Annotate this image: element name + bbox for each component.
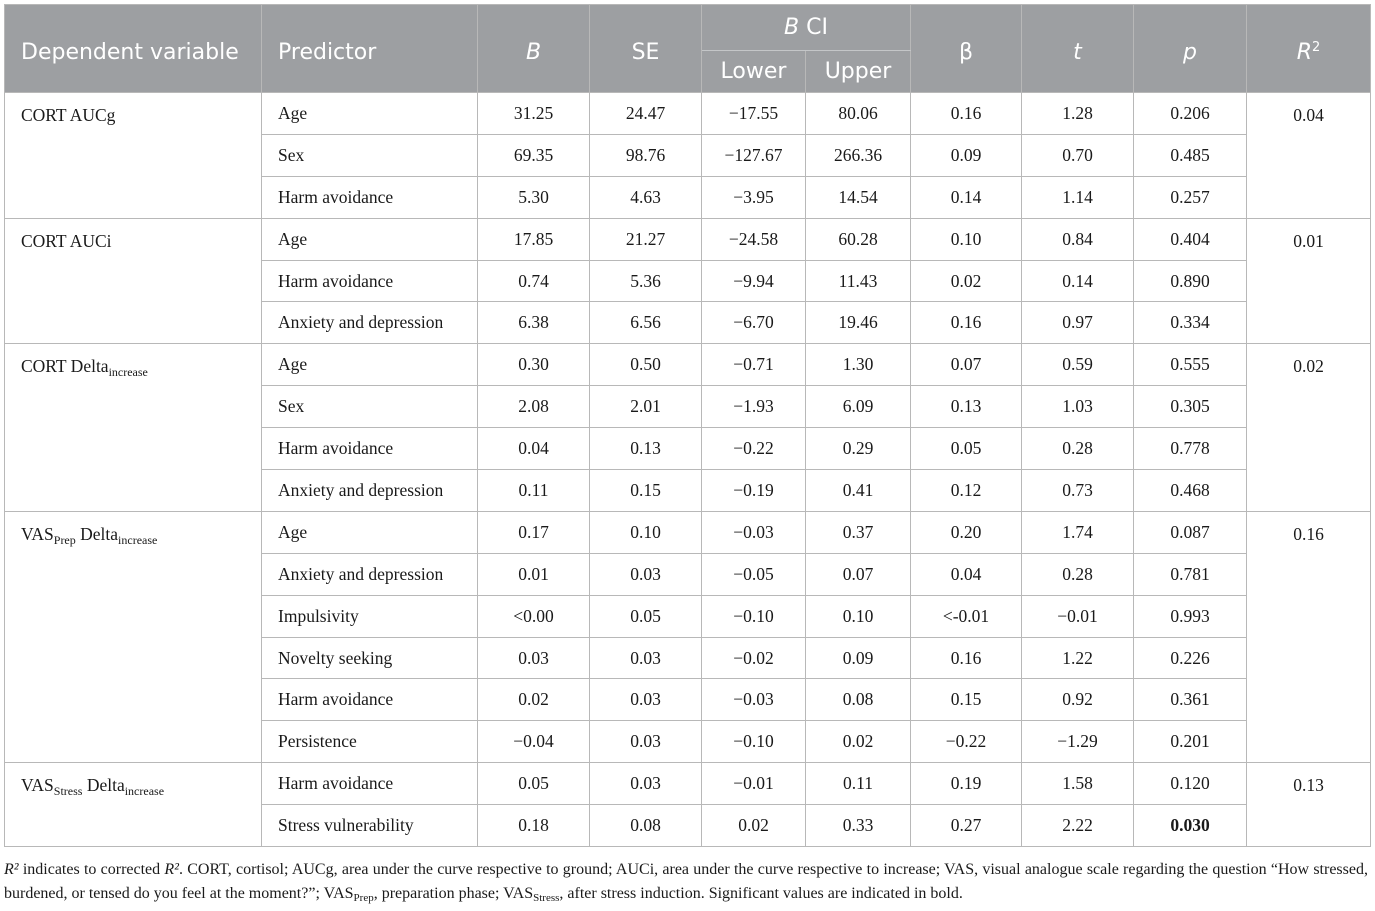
p-cell: 0.257: [1134, 176, 1247, 218]
t-cell: 1.03: [1022, 386, 1134, 428]
dependent-variable-cell: [5, 93, 262, 219]
t-cell: 1.22: [1022, 637, 1134, 679]
beta-cell: 0.16: [911, 302, 1022, 344]
dependent-variable-main: CORT Delta: [21, 356, 109, 377]
predictor-cell: Age: [262, 344, 478, 386]
p-cell: 0.206: [1134, 93, 1247, 135]
regression-table: [4, 4, 1371, 847]
header-dependent-variable: Dependent variable: [5, 5, 262, 93]
header-beta: β: [911, 5, 1022, 93]
b-cell: 17.85: [478, 218, 590, 260]
predictor-cell: Anxiety and depression: [262, 302, 478, 344]
t-cell: 0.14: [1022, 260, 1134, 302]
beta-cell: <-0.01: [911, 595, 1022, 637]
r2-cell: 0.02: [1247, 344, 1371, 512]
upper-cell: 0.37: [806, 511, 911, 553]
b-cell: 0.03: [478, 637, 590, 679]
beta-cell: 0.19: [911, 763, 1022, 805]
upper-cell: 0.41: [806, 470, 911, 512]
regression-table-container: [4, 4, 1370, 847]
se-cell: 21.27: [590, 218, 702, 260]
dependent-variable-subscript-2: increase: [118, 532, 158, 547]
p-cell: 0.305: [1134, 386, 1247, 428]
footnote-text-1: indicates to corrected: [18, 861, 165, 878]
header-r2-base: R: [1296, 40, 1312, 65]
table-footnote: [4, 858, 1368, 906]
footnote-sub-prep: Prep: [353, 892, 374, 904]
b-cell: 5.30: [478, 176, 590, 218]
p-cell: 0.555: [1134, 344, 1247, 386]
predictor-cell: Stress vulnerability: [262, 805, 478, 847]
t-cell: 0.59: [1022, 344, 1134, 386]
beta-cell: 0.05: [911, 428, 1022, 470]
lower-cell: −0.05: [702, 553, 806, 595]
t-cell: −0.01: [1022, 595, 1134, 637]
upper-cell: 0.08: [806, 679, 911, 721]
dependent-variable-subscript: Prep: [53, 532, 76, 547]
dependent-variable-mid: Delta: [82, 775, 125, 796]
p-cell: 0.468: [1134, 470, 1247, 512]
header-b-ci: [702, 5, 911, 51]
r2-cell: 0.01: [1247, 218, 1371, 344]
b-cell: 31.25: [478, 93, 590, 135]
footnote-text-2: . CORT, cortisol; AUCg, area under the curve respective to ground; AUCi, area under the curve respective to increase; VAS, visual analogue scale regarding the question “How stressed, burdened, or tensed do you feel at the moment?”; VAS: [4, 861, 1368, 902]
t-cell: 0.92: [1022, 679, 1134, 721]
beta-cell: −0.22: [911, 721, 1022, 763]
se-cell: 0.08: [590, 805, 702, 847]
predictor-cell: Persistence: [262, 721, 478, 763]
se-cell: 0.03: [590, 637, 702, 679]
dependent-variable-main: CORT AUCg: [21, 105, 116, 125]
beta-cell: 0.14: [911, 176, 1022, 218]
header-lower: Lower: [702, 51, 806, 93]
t-cell: 1.28: [1022, 93, 1134, 135]
upper-cell: 19.46: [806, 302, 911, 344]
t-cell: −1.29: [1022, 721, 1134, 763]
p-cell: 0.120: [1134, 763, 1247, 805]
se-cell: 0.15: [590, 470, 702, 512]
dependent-variable-subscript-2: increase: [124, 784, 165, 799]
se-cell: 98.76: [590, 134, 702, 176]
t-cell: 1.58: [1022, 763, 1134, 805]
header-predictor: Predictor: [262, 5, 478, 93]
dependent-variable-cell: [5, 344, 262, 512]
header-se: SE: [590, 5, 702, 93]
t-cell: 0.70: [1022, 134, 1134, 176]
t-cell: 0.97: [1022, 302, 1134, 344]
beta-cell: 0.13: [911, 386, 1022, 428]
upper-cell: 0.29: [806, 428, 911, 470]
header-p: p: [1134, 5, 1247, 93]
t-cell: 0.28: [1022, 428, 1134, 470]
lower-cell: −0.19: [702, 470, 806, 512]
header-b: B: [478, 5, 590, 93]
lower-cell: −127.67: [702, 134, 806, 176]
predictor-cell: Impulsivity: [262, 595, 478, 637]
se-cell: 0.03: [590, 763, 702, 805]
predictor-cell: Harm avoidance: [262, 679, 478, 721]
lower-cell: −0.22: [702, 428, 806, 470]
se-cell: 2.01: [590, 386, 702, 428]
lower-cell: −0.10: [702, 595, 806, 637]
upper-cell: 1.30: [806, 344, 911, 386]
beta-cell: 0.04: [911, 553, 1022, 595]
b-cell: 0.05: [478, 763, 590, 805]
se-cell: 0.50: [590, 344, 702, 386]
header-upper: Upper: [806, 51, 911, 93]
footnote-text-4: , after stress induction. Significant values are indicated in bold.: [559, 885, 963, 902]
predictor-cell: Sex: [262, 134, 478, 176]
lower-cell: −24.58: [702, 218, 806, 260]
t-cell: 2.22: [1022, 805, 1134, 847]
dependent-variable-main: VAS: [21, 523, 54, 544]
table-row: [5, 218, 1371, 260]
dependent-variable-cell: [5, 218, 262, 344]
upper-cell: 6.09: [806, 386, 911, 428]
p-cell: 0.087: [1134, 511, 1247, 553]
b-cell: 0.74: [478, 260, 590, 302]
header-b-ci-b: B: [784, 15, 800, 40]
table-row: [5, 93, 1371, 135]
b-cell: 0.01: [478, 553, 590, 595]
t-cell: 0.28: [1022, 553, 1134, 595]
b-cell: 0.18: [478, 805, 590, 847]
se-cell: 0.03: [590, 721, 702, 763]
footnote-r2-b: R²: [164, 861, 179, 878]
table-row: [5, 763, 1371, 805]
beta-cell: 0.07: [911, 344, 1022, 386]
b-cell: 6.38: [478, 302, 590, 344]
beta-cell: 0.10: [911, 218, 1022, 260]
t-cell: 1.74: [1022, 511, 1134, 553]
p-cell: 0.226: [1134, 637, 1247, 679]
predictor-cell: Harm avoidance: [262, 763, 478, 805]
b-cell: 0.11: [478, 470, 590, 512]
upper-cell: 0.07: [806, 553, 911, 595]
p-cell: 0.778: [1134, 428, 1247, 470]
se-cell: 0.13: [590, 428, 702, 470]
dependent-variable-mid: Delta: [75, 523, 119, 544]
footnote-r2-a: R²: [4, 861, 19, 878]
predictor-cell: Age: [262, 93, 478, 135]
se-cell: 0.10: [590, 511, 702, 553]
p-cell: 0.201: [1134, 721, 1247, 763]
t-cell: 1.14: [1022, 176, 1134, 218]
dependent-variable-cell: [5, 511, 262, 762]
footnote-sub-stress: Stress: [533, 892, 560, 904]
predictor-cell: Harm avoidance: [262, 260, 478, 302]
upper-cell: 0.10: [806, 595, 911, 637]
upper-cell: 11.43: [806, 260, 911, 302]
upper-cell: 80.06: [806, 93, 911, 135]
b-cell: 0.04: [478, 428, 590, 470]
p-cell: 0.361: [1134, 679, 1247, 721]
header-r2: [1247, 5, 1371, 93]
beta-cell: 0.20: [911, 511, 1022, 553]
beta-cell: 0.27: [911, 805, 1022, 847]
header-r2-sup: 2: [1312, 40, 1321, 55]
table-header: [5, 5, 1371, 93]
lower-cell: −3.95: [702, 176, 806, 218]
se-cell: 4.63: [590, 176, 702, 218]
upper-cell: 266.36: [806, 134, 911, 176]
lower-cell: −9.94: [702, 260, 806, 302]
beta-cell: 0.02: [911, 260, 1022, 302]
se-cell: 6.56: [590, 302, 702, 344]
header-b-ci-label: CI: [799, 15, 828, 40]
footnote-text-3: , preparation phase; VAS: [373, 885, 534, 902]
se-cell: 5.36: [590, 260, 702, 302]
table-body: [5, 93, 1371, 847]
upper-cell: 0.02: [806, 721, 911, 763]
lower-cell: −0.03: [702, 679, 806, 721]
se-cell: 0.03: [590, 679, 702, 721]
p-cell: 0.334: [1134, 302, 1247, 344]
r2-cell: 0.16: [1247, 511, 1371, 762]
lower-cell: −0.71: [702, 344, 806, 386]
lower-cell: −0.03: [702, 511, 806, 553]
upper-cell: 0.11: [806, 763, 911, 805]
lower-cell: −0.01: [702, 763, 806, 805]
dependent-variable-subscript: Stress: [53, 784, 83, 799]
b-cell: 0.02: [478, 679, 590, 721]
p-cell: 0.890: [1134, 260, 1247, 302]
p-cell: 0.781: [1134, 553, 1247, 595]
upper-cell: 0.09: [806, 637, 911, 679]
b-cell: 69.35: [478, 134, 590, 176]
se-cell: 24.47: [590, 93, 702, 135]
predictor-cell: Anxiety and depression: [262, 553, 478, 595]
table-row: [5, 511, 1371, 553]
p-cell: 0.404: [1134, 218, 1247, 260]
upper-cell: 14.54: [806, 176, 911, 218]
predictor-cell: Age: [262, 511, 478, 553]
p-cell: 0.030: [1134, 805, 1247, 847]
predictor-cell: Novelty seeking: [262, 637, 478, 679]
b-cell: 0.17: [478, 511, 590, 553]
upper-cell: 60.28: [806, 218, 911, 260]
p-cell: 0.993: [1134, 595, 1247, 637]
dependent-variable-cell: [5, 763, 262, 847]
beta-cell: 0.16: [911, 637, 1022, 679]
b-cell: 2.08: [478, 386, 590, 428]
beta-cell: 0.16: [911, 93, 1022, 135]
se-cell: 0.03: [590, 553, 702, 595]
upper-cell: 0.33: [806, 805, 911, 847]
beta-cell: 0.09: [911, 134, 1022, 176]
lower-cell: 0.02: [702, 805, 806, 847]
beta-cell: 0.12: [911, 470, 1022, 512]
header-t: t: [1022, 5, 1134, 93]
predictor-cell: Age: [262, 218, 478, 260]
se-cell: 0.05: [590, 595, 702, 637]
predictor-cell: Harm avoidance: [262, 428, 478, 470]
dependent-variable-main: VAS: [21, 775, 54, 796]
beta-cell: 0.15: [911, 679, 1022, 721]
dependent-variable-subscript: increase: [108, 365, 148, 380]
predictor-cell: Anxiety and depression: [262, 470, 478, 512]
lower-cell: −0.02: [702, 637, 806, 679]
predictor-cell: Harm avoidance: [262, 176, 478, 218]
lower-cell: −17.55: [702, 93, 806, 135]
r2-cell: 0.13: [1247, 763, 1371, 847]
t-cell: 0.73: [1022, 470, 1134, 512]
lower-cell: −1.93: [702, 386, 806, 428]
r2-cell: 0.04: [1247, 93, 1371, 219]
t-cell: 0.84: [1022, 218, 1134, 260]
table-row: [5, 344, 1371, 386]
p-cell: 0.485: [1134, 134, 1247, 176]
b-cell: <0.00: [478, 595, 590, 637]
predictor-cell: Sex: [262, 386, 478, 428]
b-cell: 0.30: [478, 344, 590, 386]
b-cell: −0.04: [478, 721, 590, 763]
dependent-variable-main: CORT AUCi: [21, 230, 112, 251]
lower-cell: −0.10: [702, 721, 806, 763]
lower-cell: −6.70: [702, 302, 806, 344]
